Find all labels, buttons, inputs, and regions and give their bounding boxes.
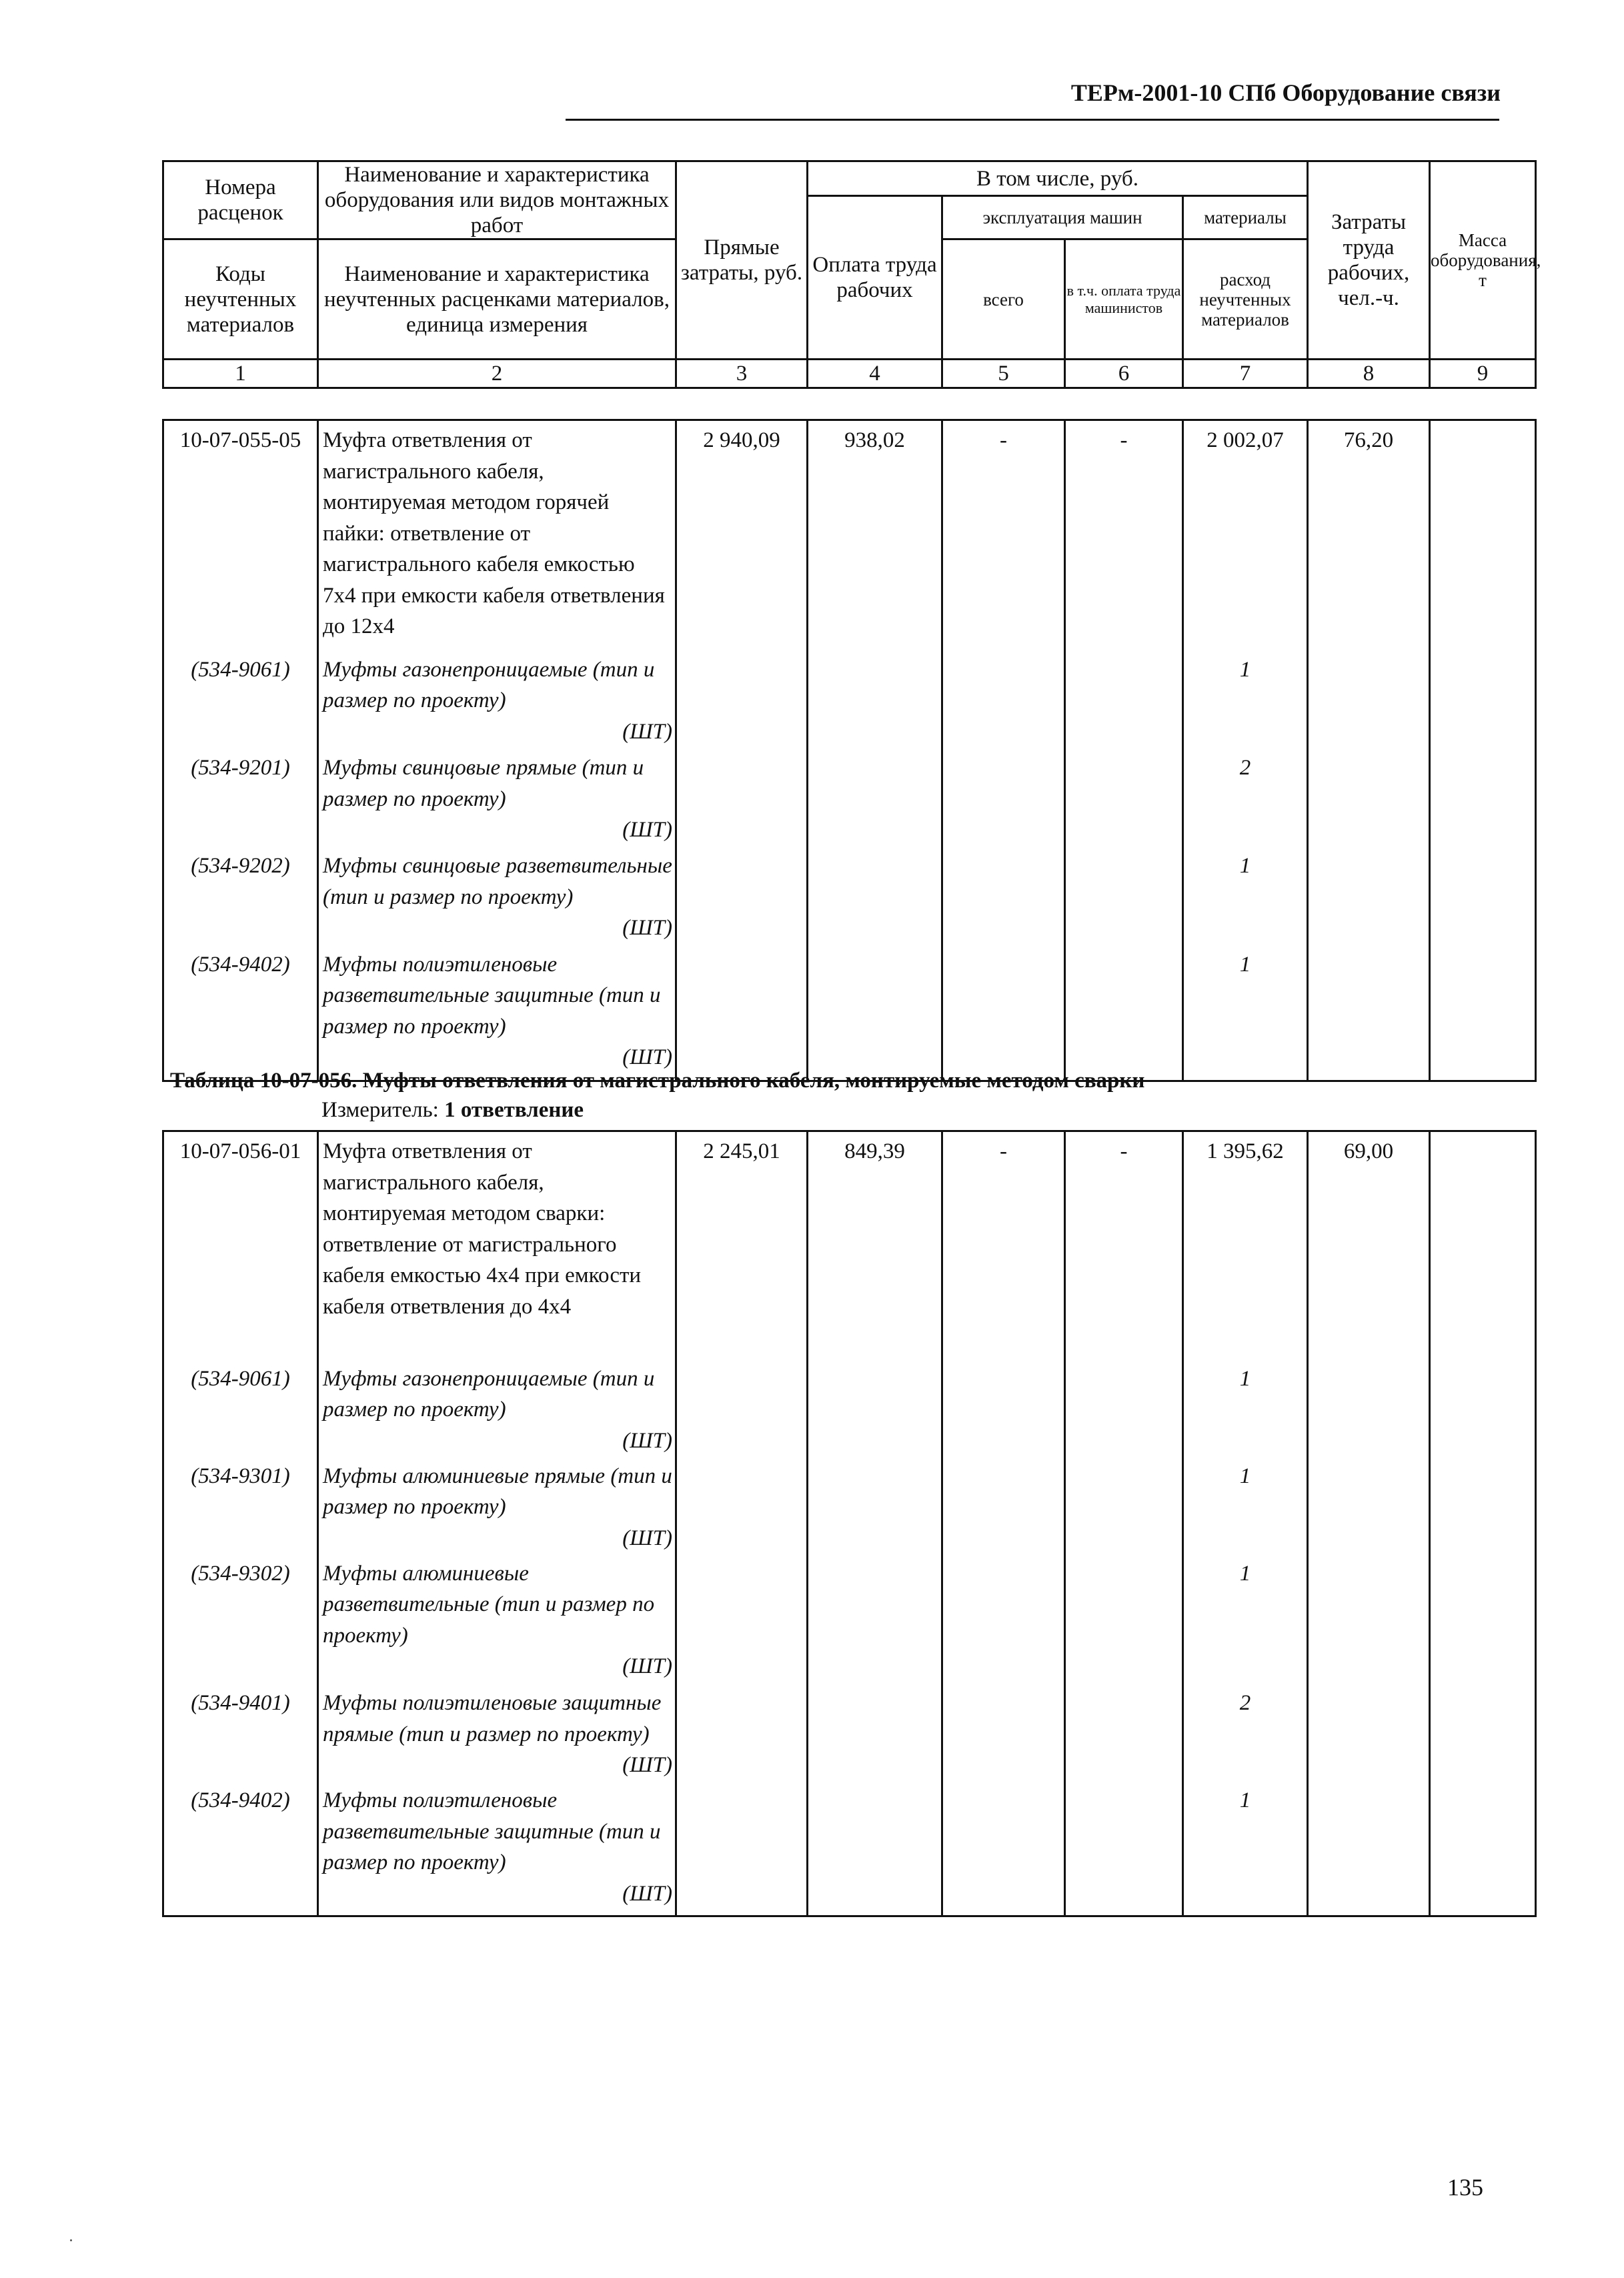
col3-header: Прямые затраты, руб. xyxy=(676,161,808,360)
labor-hours: 69,00 xyxy=(1308,1131,1430,1363)
material-name-text: Муфты алюминиевые прямые (тип и размер по проекту) xyxy=(323,1464,672,1520)
material-unit: (ШТ) xyxy=(622,1753,672,1778)
material-name xyxy=(318,1688,676,1785)
page-number: 135 xyxy=(1447,2174,1483,2201)
material-name xyxy=(318,1461,676,1558)
material-code: (534-9402) xyxy=(163,1785,318,1916)
materials-header: материалы xyxy=(1183,196,1308,239)
col2-header-bottom: Наименование и характеристика неучтенных расценками материалов, единица измерения xyxy=(318,239,676,360)
material-code: (534-9201) xyxy=(163,752,318,850)
meter-value: 1 ответвление xyxy=(444,1098,584,1122)
material-unit: (ШТ) xyxy=(622,1654,672,1679)
material-name xyxy=(318,1363,676,1461)
labor-pay: 849,39 xyxy=(808,1131,942,1363)
labor-hours: 76,20 xyxy=(1308,420,1430,654)
column-number: 2 xyxy=(318,360,676,388)
material-qty: 1 xyxy=(1183,1785,1308,1916)
material-unit: (ШТ) xyxy=(622,818,672,842)
material-name xyxy=(318,1558,676,1688)
machinists-pay: - xyxy=(1065,420,1183,654)
material-qty: 1 xyxy=(1183,850,1308,949)
material-qty: 1 xyxy=(1183,949,1308,1081)
col6-header: в т.ч. оплата труда машинистов xyxy=(1065,239,1183,360)
in-total-header: В том числе, руб. xyxy=(808,161,1308,196)
material-name-text: Муфты алюминиевые разветвительные (тип и размер по проекту) xyxy=(323,1561,655,1648)
material-name xyxy=(318,1785,676,1916)
col4-header: Оплата труда рабочих xyxy=(808,196,942,360)
material-code: (534-9401) xyxy=(163,1688,318,1785)
material-code: (534-9301) xyxy=(163,1461,318,1558)
equipment-mass xyxy=(1430,1131,1536,1363)
column-number: 6 xyxy=(1065,360,1183,388)
rate-code: 10-07-056-01 xyxy=(163,1131,318,1363)
rate-code: 10-07-055-05 xyxy=(163,420,318,654)
column-number: 4 xyxy=(808,360,942,388)
materials-cost: 1 395,62 xyxy=(1183,1131,1308,1363)
rate-name: Муфта ответвления от магистрального кабеля, монтируемая методом сварки: ответвление от магистрального кабеля емкостью 4х4 при емкости кабеля ответвления до 4х4 xyxy=(318,1131,676,1363)
rate-table-10-07-056 xyxy=(162,1130,1537,1917)
material-name-text: Муфты полиэтиленовые разветвительные защитные (тип и размер по проекту) xyxy=(323,952,661,1039)
col7-header: расход неучтенных материалов xyxy=(1183,239,1308,360)
machines-header: эксплуатация машин xyxy=(942,196,1183,239)
rate-table-10-07-055 xyxy=(162,419,1537,1082)
rate-name: Муфта ответвления от магистрального кабеля, монтируемая методом горячей пайки: ответвление от магистрального кабеля емкостью 7х4 при емкости кабеля ответвления до 12х4 xyxy=(318,420,676,654)
materials-cost: 2 002,07 xyxy=(1183,420,1308,654)
column-number: 7 xyxy=(1183,360,1308,388)
column-number: 8 xyxy=(1308,360,1430,388)
direct-cost: 2 245,01 xyxy=(676,1131,808,1363)
machines-total: - xyxy=(942,1131,1065,1363)
material-code: (534-9061) xyxy=(163,1363,318,1461)
material-name-text: Муфты газонепроницаемые (тип и размер по проекту) xyxy=(323,1366,655,1422)
material-unit: (ШТ) xyxy=(622,719,672,744)
column-number: 1 xyxy=(163,360,318,388)
col8-header: Затраты труда рабочих, чел.-ч. xyxy=(1308,161,1430,360)
col1-header-bottom: Коды неучтенных материалов xyxy=(163,239,318,360)
column-header-table xyxy=(162,160,1541,389)
col5-header: всего xyxy=(942,239,1065,360)
material-name-text: Муфты полиэтиленовые разветвительные защитные (тип и размер по проекту) xyxy=(323,1788,661,1875)
table-meter xyxy=(321,1098,584,1123)
material-code: (534-9402) xyxy=(163,949,318,1081)
machines-total: - xyxy=(942,420,1065,654)
table-caption: Таблица 10-07-056. Муфты ответвления от магистрального кабеля, монтируемые методом сварки xyxy=(170,1069,1145,1093)
column-number: 9 xyxy=(1430,360,1536,388)
material-code: (534-9061) xyxy=(163,654,318,752)
material-unit: (ШТ) xyxy=(622,1428,672,1453)
material-unit: (ШТ) xyxy=(622,1526,672,1550)
material-name-text: Муфты газонепроницаемые (тип и размер по проекту) xyxy=(323,657,655,713)
material-qty: 1 xyxy=(1183,654,1308,752)
material-name xyxy=(318,850,676,949)
material-unit: (ШТ) xyxy=(622,916,672,941)
material-name-text: Муфты полиэтиленовые защитные прямые (тип и размер по проекту) xyxy=(323,1691,662,1746)
direct-cost: 2 940,09 xyxy=(676,420,808,654)
material-qty: 2 xyxy=(1183,752,1308,850)
col9-header: Масса оборудования, т xyxy=(1430,161,1536,360)
header-rule xyxy=(566,119,1499,121)
scan-speck xyxy=(70,2239,72,2241)
material-qty: 1 xyxy=(1183,1363,1308,1461)
material-code: (534-9302) xyxy=(163,1558,318,1688)
col1-header-top: Номера расценок xyxy=(163,161,318,239)
material-qty: 2 xyxy=(1183,1688,1308,1785)
material-name-text: Муфты свинцовые разветвительные (тип и размер по проекту) xyxy=(323,854,672,909)
material-unit: (ШТ) xyxy=(622,1881,672,1906)
column-number: 5 xyxy=(942,360,1065,388)
material-name-text: Муфты свинцовые прямые (тип и размер по проекту) xyxy=(323,756,644,811)
document-header-title: ТЕРм-2001-10 СПб Оборудование связи xyxy=(1070,79,1501,106)
col2-header-top: Наименование и характеристика оборудования или видов монтажных работ xyxy=(318,161,676,239)
material-unit: (ШТ) xyxy=(622,1045,672,1070)
machinists-pay: - xyxy=(1065,1131,1183,1363)
material-name xyxy=(318,654,676,752)
material-qty: 1 xyxy=(1183,1558,1308,1688)
equipment-mass xyxy=(1430,420,1536,654)
labor-pay: 938,02 xyxy=(808,420,942,654)
meter-label: Измеритель: xyxy=(321,1098,439,1122)
column-number: 3 xyxy=(676,360,808,388)
material-qty: 1 xyxy=(1183,1461,1308,1558)
material-code: (534-9202) xyxy=(163,850,318,949)
material-name xyxy=(318,949,676,1081)
material-name xyxy=(318,752,676,850)
